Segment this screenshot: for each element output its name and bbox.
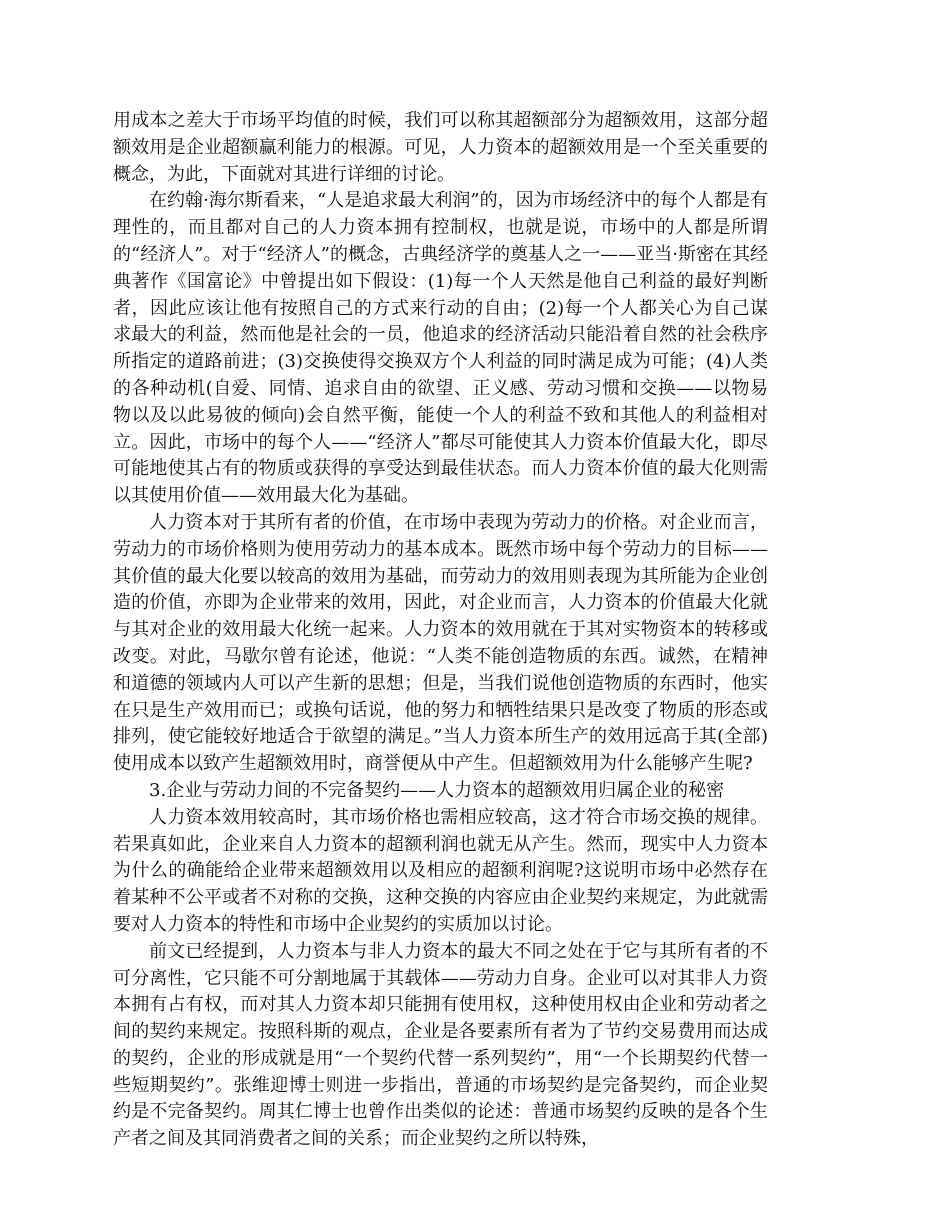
paragraph-continuation: 用成本之差大于市场平均值的时候，我们可以称其超额部分为超额效用，这部分超额效用是企业超额赢利能力的根源。可见，人力资本的超额效用是一个至关重要的概念，为此，下面就对其进行详细的讨论。: [113, 110, 768, 185]
paragraph-economic-man: 在约翰·海尔斯看来，“人是追求最大利润”的，因为市场经济中的每个人都是有理性的，而且都对自己的人力资本拥有控制权，也就是说，市场中的人都是所谓的“经济人”。对于“经济人”的概念，古典经济学的奠基人之一——亚当·斯密在其经典著作《国富论》中曾提出如下假设：(1)每一个人天然是他自己利益的最好判断者，因此应该让他有按照自己的方式来行动的自由；(2)每一个人都关心为自己谋求最大的利益，然而他是社会的一员，他追求的经济活动只能沿着自然的社会秩序所指定的道路前进；(3)交换使得交换双方个人利益的同时满足成为可能；(4)人类的各种动机(自爱、同情、追求自由的欲望、正义感、劳动习惯和交换——以物易物以及以此易彼的倾向)会自然平衡，能使一个人的利益不致和其他人的利益相对立。因此，市场中的每个人——“经济人”都尽可能使其人力资本价值最大化，即尽可能地使其占有的物质或获得的享受达到最佳状态。而人力资本价值的最大化则需以其使用价值——效用最大化为基础。: [113, 190, 768, 507]
paragraph-human-capital-value: 人力资本对于其所有者的价值，在市场中表现为劳动力的价格。对企业而言，劳动力的市场价格则为使用劳动力的基本成本。既然市场中每个劳动力的目标——其价值的最大化要以较高的效用为基础，而劳动力的效用则表现为其所能为企业创造的价值，亦即为企业带来的效用，因此，对企业而言，人力资本的价值最大化就与其对企业的效用最大化统一起来。人力资本的效用就在于其对实物资本的转移或改变。对此，马歇尔曾有论述，他说：“人类不能创造物质的东西。诚然，在精神和道德的领域内人可以产生新的思想；但是，当我们说他创造物质的东西时，他实在只是生产效用而已；或换句话说，他的努力和牺牲结果只是改变了物质的形态或排列，使它能较好地适合于欲望的满足。”当人力资本所生产的效用远高于其(全部)使用成本以致产生超额效用时，商誉便从中产生。但超额效用为什么能够产生呢?: [113, 511, 768, 775]
document-body: [113, 108, 768, 1153]
paragraph-market-price: 人力资本效用较高时，其市场价格也需相应较高，这才符合市场交换的规律。若果真如此，企业来自人力资本的超额利润也就无从产生。然而，现实中人力资本为什么的确能给企业带来超额效用以及相应的超额利润呢?这说明市场中必然存在着某种不公平或者不对称的交换，这种交换的内容应由企业契约来规定，为此就需要对人力资本的特性和市场中企业契约的实质加以讨论。: [113, 806, 768, 935]
paragraph-contract: 前文已经提到，人力资本与非人力资本的最大不同之处在于它与其所有者的不可分离性，它只能不可分割地属于其载体——劳动力自身。企业可以对其非人力资本拥有占有权，而对其人力资本却只能拥有使用权，这种使用权由企业和劳动者之间的契约来规定。按照科斯的观点，企业是各要素所有者为了节约交易费用而达成的契约，企业的形成就是用“一个契约代替一系列契约”，用“一个长期契约代替一些短期契约”。张维迎博士则进一步指出，普通的市场契约是完备契约，而企业契约是不完备契约。周其仁博士也曾作出类似的论述：普通市场契约反映的是各个生产者之间及其同消费者之间的关系；而企业契约之所以特殊，: [113, 940, 768, 1150]
section-heading: 3.企业与劳动力间的不完备契约——人力资本的超额效用归属企业的秘密: [149, 779, 725, 801]
